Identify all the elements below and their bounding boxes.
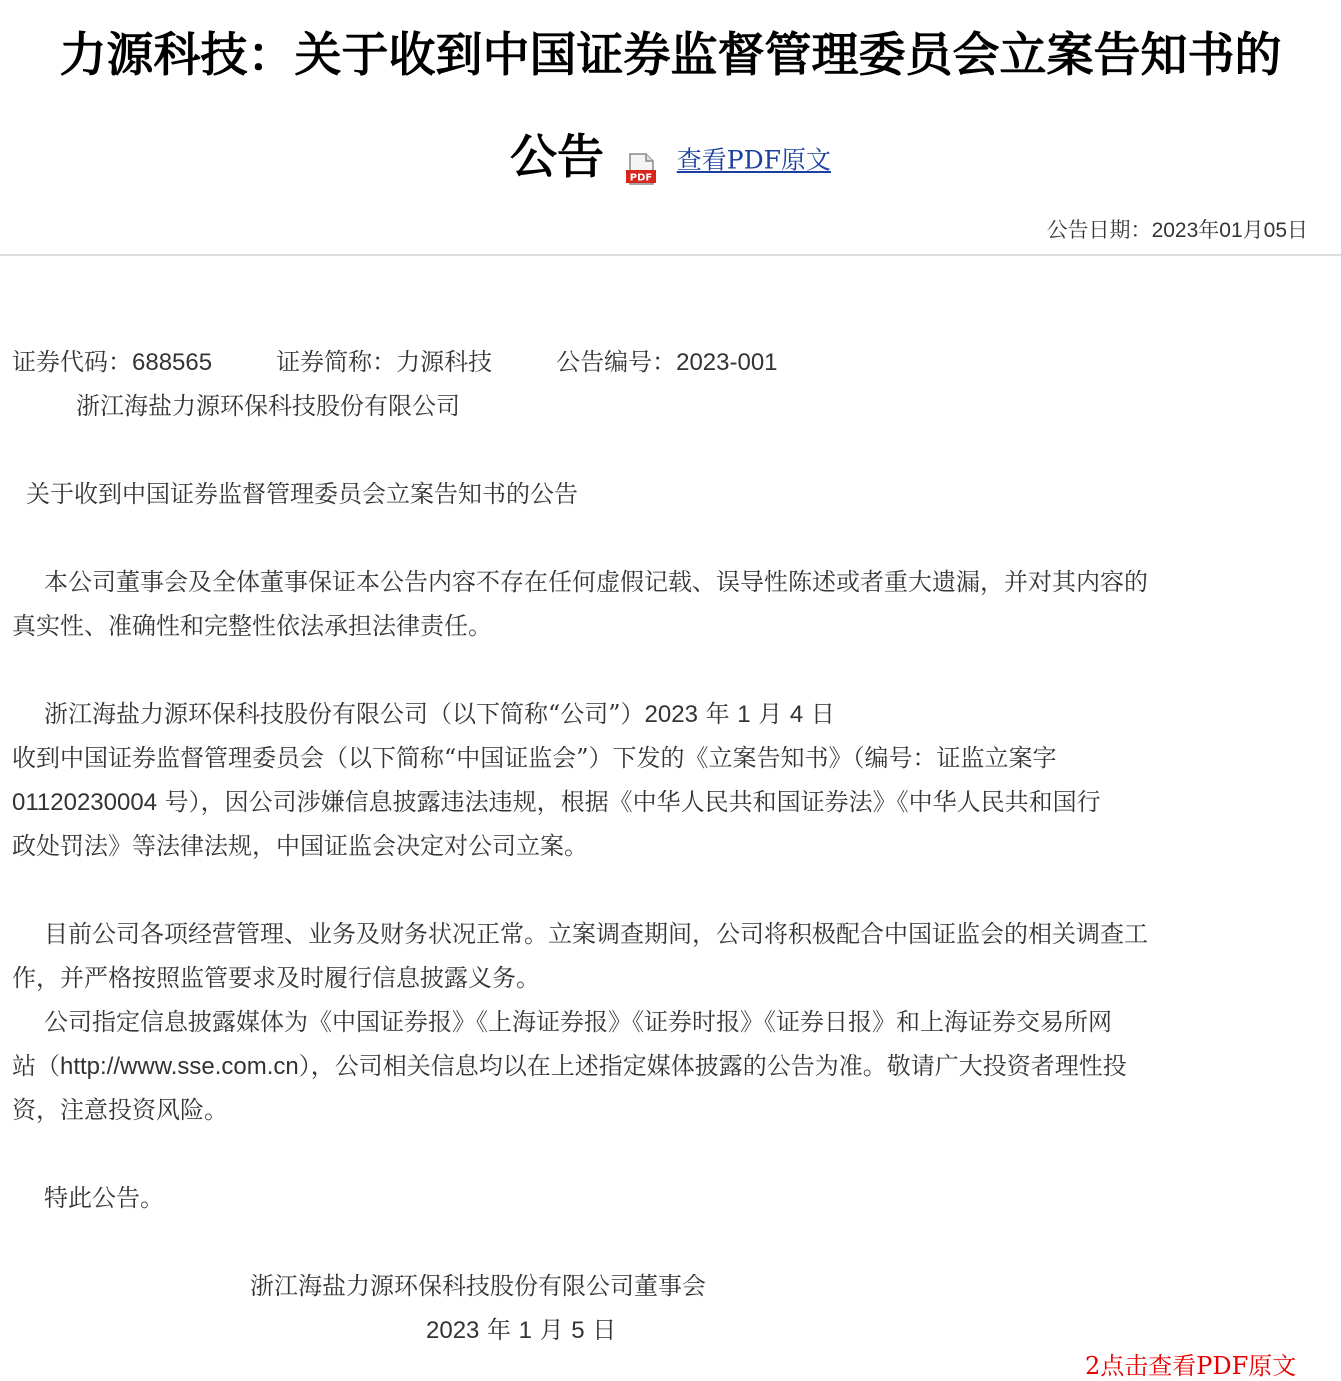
paragraph-4-line-2	[12, 1044, 1332, 1089]
page-title-line-2	[0, 130, 1341, 189]
paragraph-3-line-1: 目前公司各项经营管理、业务及财务状况正常。立案调查期间，公司将积极配合中国证监会的相关调查工	[44, 920, 1148, 948]
paragraph-3-line-2: 作，并严格按照监管要求及时履行信息披露义务。	[12, 964, 540, 992]
pdf-icon[interactable]	[626, 144, 656, 183]
p2-month: 1	[737, 701, 751, 728]
announcement-date-value: 2023年01月05日	[1151, 219, 1308, 242]
closing-statement: 特此公告。	[44, 1184, 164, 1212]
view-pdf-link[interactable]: 查看PDF原文	[676, 145, 831, 175]
page-title-line-2-text: 公告	[510, 130, 605, 185]
page-title-line-1: 力源科技：关于收到中国证券监督管理委员会立案告知书的	[59, 28, 1282, 83]
paragraph-1-line-2: 真实性、准确性和完整性依法承担法律责任。	[12, 612, 492, 640]
sse-url: http://www.sse.com.cn	[60, 1053, 299, 1080]
pdf-icon-label: PDF	[630, 172, 653, 183]
document-heading: 关于收到中国证券监督管理委员会立案告知书的公告	[26, 480, 578, 508]
case-number: 01120230004	[12, 789, 158, 816]
paragraph-2-line-4: 政处罚法》等法律法规，中国证监会决定对公司立案。	[12, 832, 588, 860]
footer-view-pdf-link[interactable]: 2点击查看PDF原文	[1085, 1352, 1297, 1380]
signature-company: 浙江海盐力源环保科技股份有限公司董事会	[250, 1272, 706, 1300]
paragraph-4-line-1: 公司指定信息披露媒体为《中国证券报》《上海证券报》《证券时报》《证券日报》和上海证券交易所网	[44, 1008, 1112, 1036]
p2-text-a: 浙江海盐力源环保科技股份有限公司（以下简称“公司”）	[44, 700, 645, 728]
p2-text-e: 月	[750, 700, 790, 728]
p2-text-g: 日	[803, 700, 835, 728]
announcement-date-label: 公告日期：	[1046, 218, 1152, 242]
p4-text-c: ），公司相关信息均以在上述指定媒体披露的公告为准。敬请广大投资者理性投	[298, 1052, 1127, 1080]
stock-code-value: 688565	[132, 349, 213, 376]
sig-day-unit: 日	[584, 1316, 617, 1344]
header-divider	[0, 254, 1341, 256]
stock-abbr-label: 证券简称：	[276, 348, 397, 376]
p2-l3-text: 号），因公司涉嫌信息披露违法违规，根据《中华人民共和国证券法》《中华人民共和国行	[157, 788, 1101, 816]
p2-year: 2023	[644, 701, 698, 728]
stock-info-line	[12, 340, 1332, 385]
stock-code-label: 证券代码：	[12, 348, 132, 376]
paragraph-4-line-3: 资，注意投资风险。	[12, 1096, 228, 1124]
stock-abbr-value: 力源科技	[396, 348, 493, 376]
paragraph-1-line-1: 本公司董事会及全体董事保证本公告内容不存在任何虚假记载、误导性陈述或者重大遗漏，并对其内容的	[44, 568, 1148, 596]
announcement-number-label: 公告编号：	[556, 348, 677, 376]
sig-year-unit: 年	[479, 1316, 519, 1344]
sig-day: 5	[571, 1317, 585, 1344]
p2-day: 4	[789, 701, 804, 728]
company-name: 浙江海盐力源环保科技股份有限公司	[76, 392, 460, 420]
paragraph-2-line-3	[12, 780, 1332, 825]
announcement-number-value: 2023-001	[676, 349, 778, 376]
p2-text-c: 年	[697, 700, 738, 728]
sig-month: 1	[518, 1317, 533, 1344]
paragraph-2-line-2: 收到中国证券监督管理委员会（以下简称“中国证监会”）下发的《立案告知书》（编号：证监立案字	[12, 744, 1057, 772]
paragraph-2-line-1	[44, 692, 1341, 737]
sig-year: 2023	[426, 1317, 480, 1344]
sig-month-unit: 月	[532, 1316, 572, 1344]
announcement-date	[1047, 214, 1308, 244]
p4-text-a: 站（	[12, 1052, 60, 1080]
